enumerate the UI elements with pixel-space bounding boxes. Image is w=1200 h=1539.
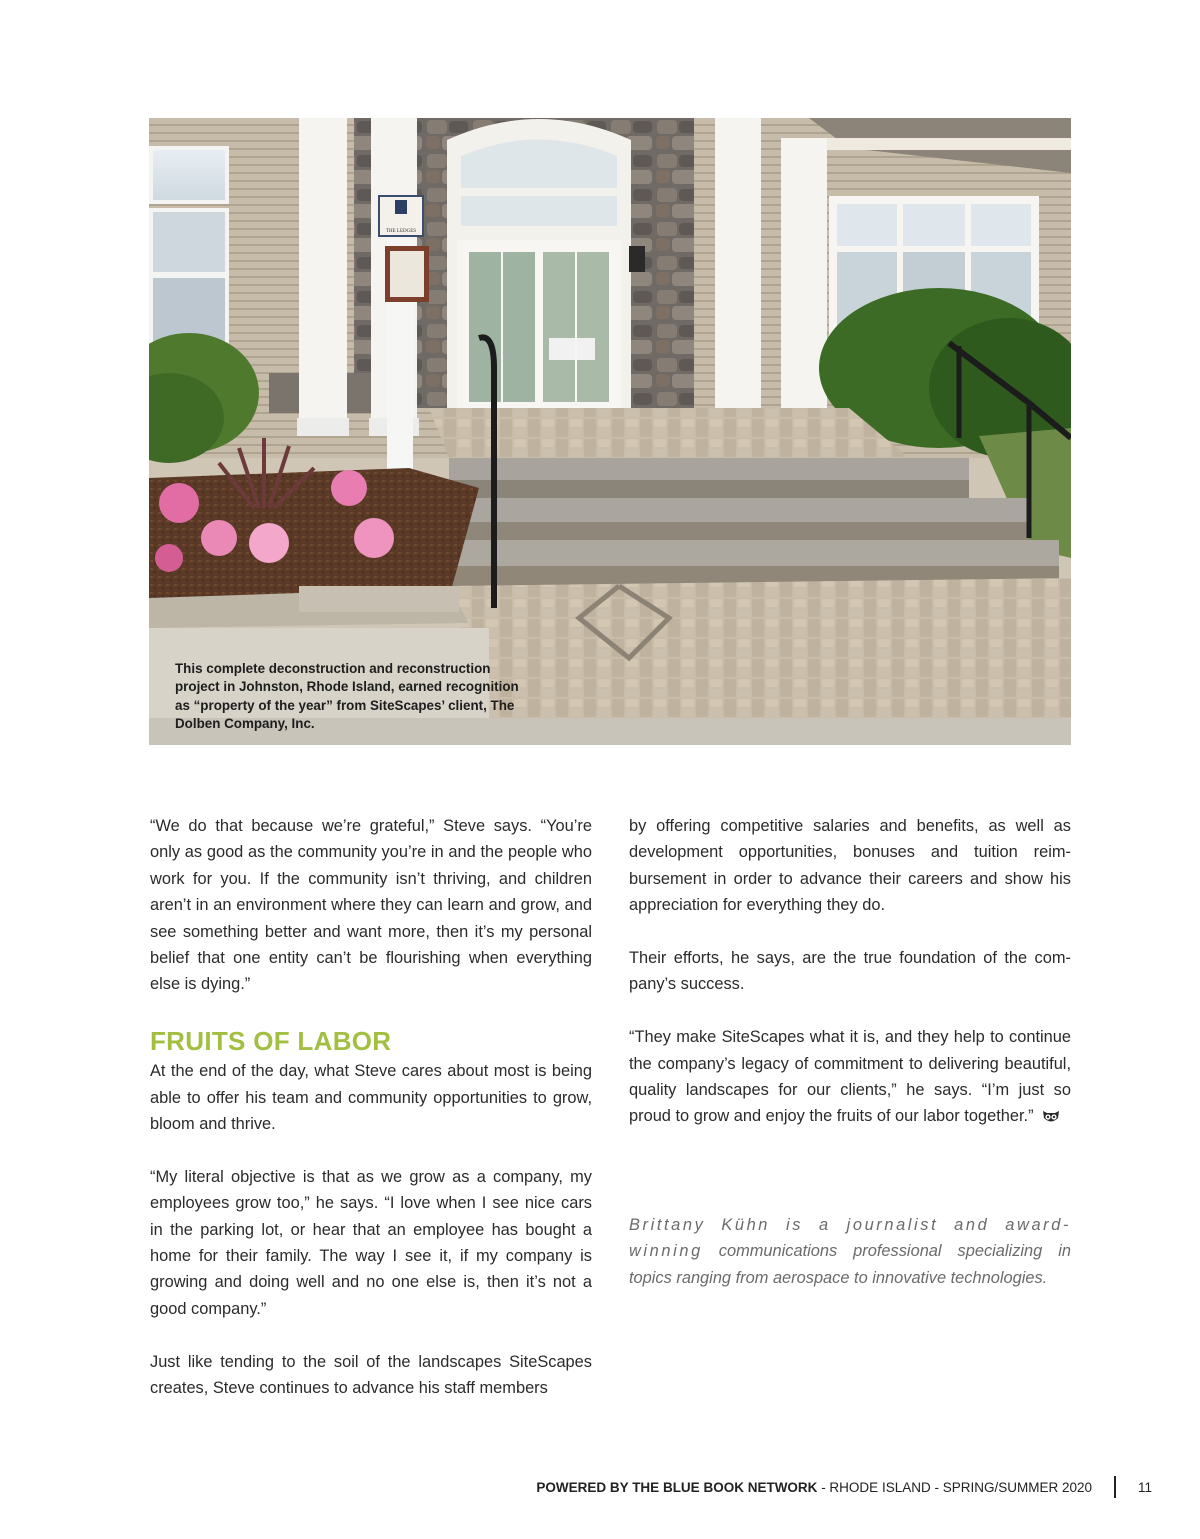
author-bio — [629, 1212, 1071, 1291]
footer-brand: POWERED BY THE BLUE BOOK NETWORK — [536, 1480, 818, 1495]
author-bio-line-1: Brittany Kühn is a journalist and award-winning — [629, 1215, 1071, 1261]
feature-photo — [149, 118, 1071, 745]
photo-caption: This complete deconstruction and reconstruction project in Johnston, Rhode Island, earned recognition as “property of the year” from SiteScapes’ client, The Dolben Company, Inc. — [175, 661, 519, 731]
body-paragraph: Their efforts, he says, are the true foundation of the company’s success. — [629, 949, 1071, 994]
section-heading: FRUITS OF LABOR — [150, 1026, 392, 1057]
owl-icon — [1042, 1106, 1060, 1132]
page-number: 11 — [1138, 1480, 1153, 1495]
footer-divider — [1114, 1476, 1116, 1498]
author-bio-rest: communications professional specializing in topics ranging from aerospace to innovative technologies. — [629, 1242, 1071, 1287]
body-paragraph: by offering competitive salaries and benefits, as well as development opportunities, bonuses and tuition reimbursement in order to advance their careers and show his appreciation for everything they do. — [629, 817, 1071, 915]
body-paragraph: At the end of the day, what Steve cares about most is being able to offer his team and community opportunities to grow, bloom and thrive. — [150, 1062, 592, 1134]
body-paragraph: “We do that because we’re grateful,” Steve says. “You’re only as good as the community you’re in and the people who work for you. If the community isn’t thriving, and children aren’t in an environment where they can learn and grow, and see something better and want more, then it’s my personal belief that one entity can’t be flourishing when everything else is dying.” — [150, 817, 592, 994]
footer-edition: - RHODE ISLAND - SPRING/SUMMER 2020 — [817, 1480, 1092, 1495]
sign-text: THE LEDGES — [385, 229, 417, 234]
article-left-column — [150, 813, 592, 1428]
page-footer — [536, 1478, 1092, 1498]
building-entrance-illustration — [149, 118, 1071, 745]
body-paragraph: “My literal objective is that as we grow as a company, my employees grow too,” he says. “I love when I see nice cars in the parking lot, or hear that an employee has bought a home for their family. The way I see it, if my company is growing and doing well and no one else is, then it’s not a good company.” — [150, 1167, 592, 1318]
body-paragraph: Just like tending to the soil of the landscapes SiteScapes creates, Steve continues to advance his staff members — [150, 1352, 592, 1398]
article-right-column — [629, 813, 1071, 1317]
body-paragraph-final — [629, 1024, 1071, 1133]
closing-quote: “They make SiteScapes what it is, and they help to continue the company’s legacy of commitment to delivering beautiful, quality landscapes for our clients,” he says. “I’m just so proud to grow and enjoy the fruits of our labor together.” — [629, 1028, 1071, 1126]
